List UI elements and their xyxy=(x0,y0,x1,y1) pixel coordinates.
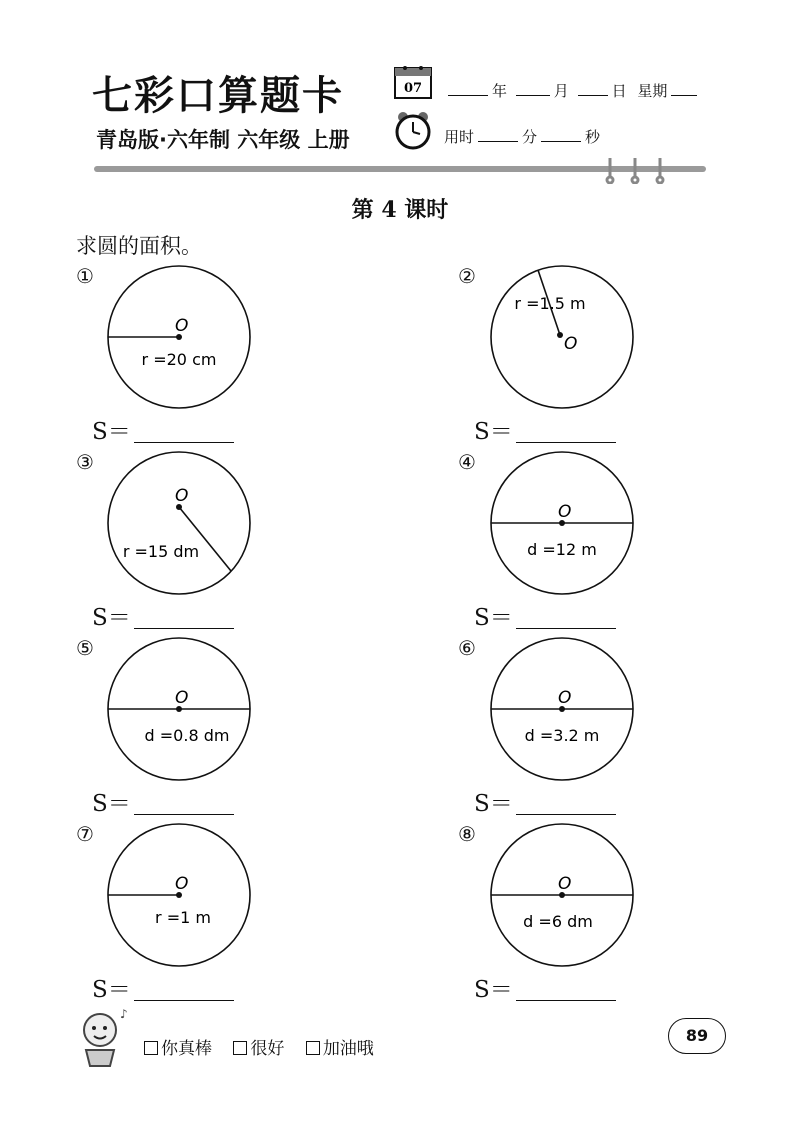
answer-blank[interactable] xyxy=(516,442,616,443)
measure-label: r =1.5 m xyxy=(514,294,586,313)
problem-number: ④ xyxy=(458,450,476,474)
answer-label: S＝ xyxy=(92,977,131,1003)
answer-blank[interactable] xyxy=(516,628,616,629)
center-label: O xyxy=(175,316,189,336)
checkbox-icon[interactable] xyxy=(144,1041,158,1055)
checkbox-icon[interactable] xyxy=(306,1041,320,1055)
circle-figure xyxy=(106,822,252,968)
rating-option-1[interactable]: 你真棒 xyxy=(144,1039,212,1059)
circle-figure xyxy=(106,636,252,782)
answer-label: S＝ xyxy=(92,419,131,445)
month-label: 月 xyxy=(553,82,569,100)
circle-figure xyxy=(106,450,252,596)
rating-option-2[interactable]: 很好 xyxy=(233,1039,284,1059)
seconds-blank[interactable] xyxy=(541,127,581,142)
weekday-label: 星期 xyxy=(637,82,668,100)
measure-label: d =12 m xyxy=(527,540,597,559)
answer-label: S＝ xyxy=(92,791,131,817)
center-label: O xyxy=(175,874,189,894)
edition-label: 青岛版·六年制 六年级 上册 xyxy=(96,128,350,152)
page-number: 89 xyxy=(668,1018,726,1054)
center-label: O xyxy=(564,334,578,354)
center-label: O xyxy=(558,688,572,708)
center-label: O xyxy=(175,486,189,506)
problem-number: ① xyxy=(76,264,94,288)
seconds-label: 秒 xyxy=(585,128,601,146)
calendar-day: 07 xyxy=(403,81,423,96)
year-blank[interactable] xyxy=(448,81,488,96)
clock-icon xyxy=(393,110,433,150)
answer-blank[interactable] xyxy=(516,1000,616,1001)
problem-number: ⑥ xyxy=(458,636,476,660)
day-blank[interactable] xyxy=(578,81,608,96)
circle-figure xyxy=(489,264,635,410)
measure-label: r =1 m xyxy=(155,908,211,927)
month-blank[interactable] xyxy=(516,81,550,96)
instruction-text: 求圆的面积。 xyxy=(76,234,202,258)
circle-figure xyxy=(489,450,635,596)
mascot-icon xyxy=(70,1004,136,1070)
center-point xyxy=(557,332,563,338)
time-line xyxy=(444,126,600,147)
circle-figure xyxy=(489,822,635,968)
checkbox-icon[interactable] xyxy=(233,1041,247,1055)
circle-outline xyxy=(108,452,250,594)
answer-blank[interactable] xyxy=(516,814,616,815)
day-label: 日 xyxy=(611,82,627,100)
calendar-icon xyxy=(393,64,433,100)
problem-number: ② xyxy=(458,264,476,288)
answer-label: S＝ xyxy=(474,605,513,631)
answer-blank[interactable] xyxy=(134,628,234,629)
center-label: O xyxy=(558,874,572,894)
rating-option-3[interactable]: 加油哦 xyxy=(306,1039,374,1059)
answer-label: S＝ xyxy=(474,419,513,445)
answer-blank[interactable] xyxy=(134,442,234,443)
answer-label: S＝ xyxy=(474,977,513,1003)
minutes-label: 分 xyxy=(522,128,538,146)
rating-options xyxy=(144,1034,390,1059)
circle-figure xyxy=(106,264,252,410)
center-label: O xyxy=(558,502,572,522)
weekday-blank[interactable] xyxy=(671,81,697,96)
problem-number: ③ xyxy=(76,450,94,474)
problem-number: ⑧ xyxy=(458,822,476,846)
answer-blank[interactable] xyxy=(134,814,234,815)
measure-label: r =20 cm xyxy=(141,350,217,369)
problem-number: ⑤ xyxy=(76,636,94,660)
time-label: 用时 xyxy=(444,128,475,146)
circle-figure xyxy=(489,636,635,782)
date-line xyxy=(444,80,701,101)
measure-label: d =3.2 m xyxy=(524,726,600,745)
logo-title: 七彩口算题卡 xyxy=(92,72,344,119)
radius-line xyxy=(179,507,231,571)
answer-label: S＝ xyxy=(92,605,131,631)
svg-text:♪: ♪ xyxy=(120,1007,128,1021)
year-label: 年 xyxy=(492,82,508,100)
center-label: O xyxy=(175,688,189,708)
lesson-title: 第 4 课时 xyxy=(351,197,449,223)
measure-label: d =0.8 dm xyxy=(144,726,230,745)
answer-blank[interactable] xyxy=(134,1000,234,1001)
measure-label: r =15 dm xyxy=(122,542,200,561)
answer-label: S＝ xyxy=(474,791,513,817)
problem-number: ⑦ xyxy=(76,822,94,846)
minutes-blank[interactable] xyxy=(478,127,518,142)
binding-rings-icon xyxy=(600,156,670,184)
measure-label: d =6 dm xyxy=(523,912,593,931)
